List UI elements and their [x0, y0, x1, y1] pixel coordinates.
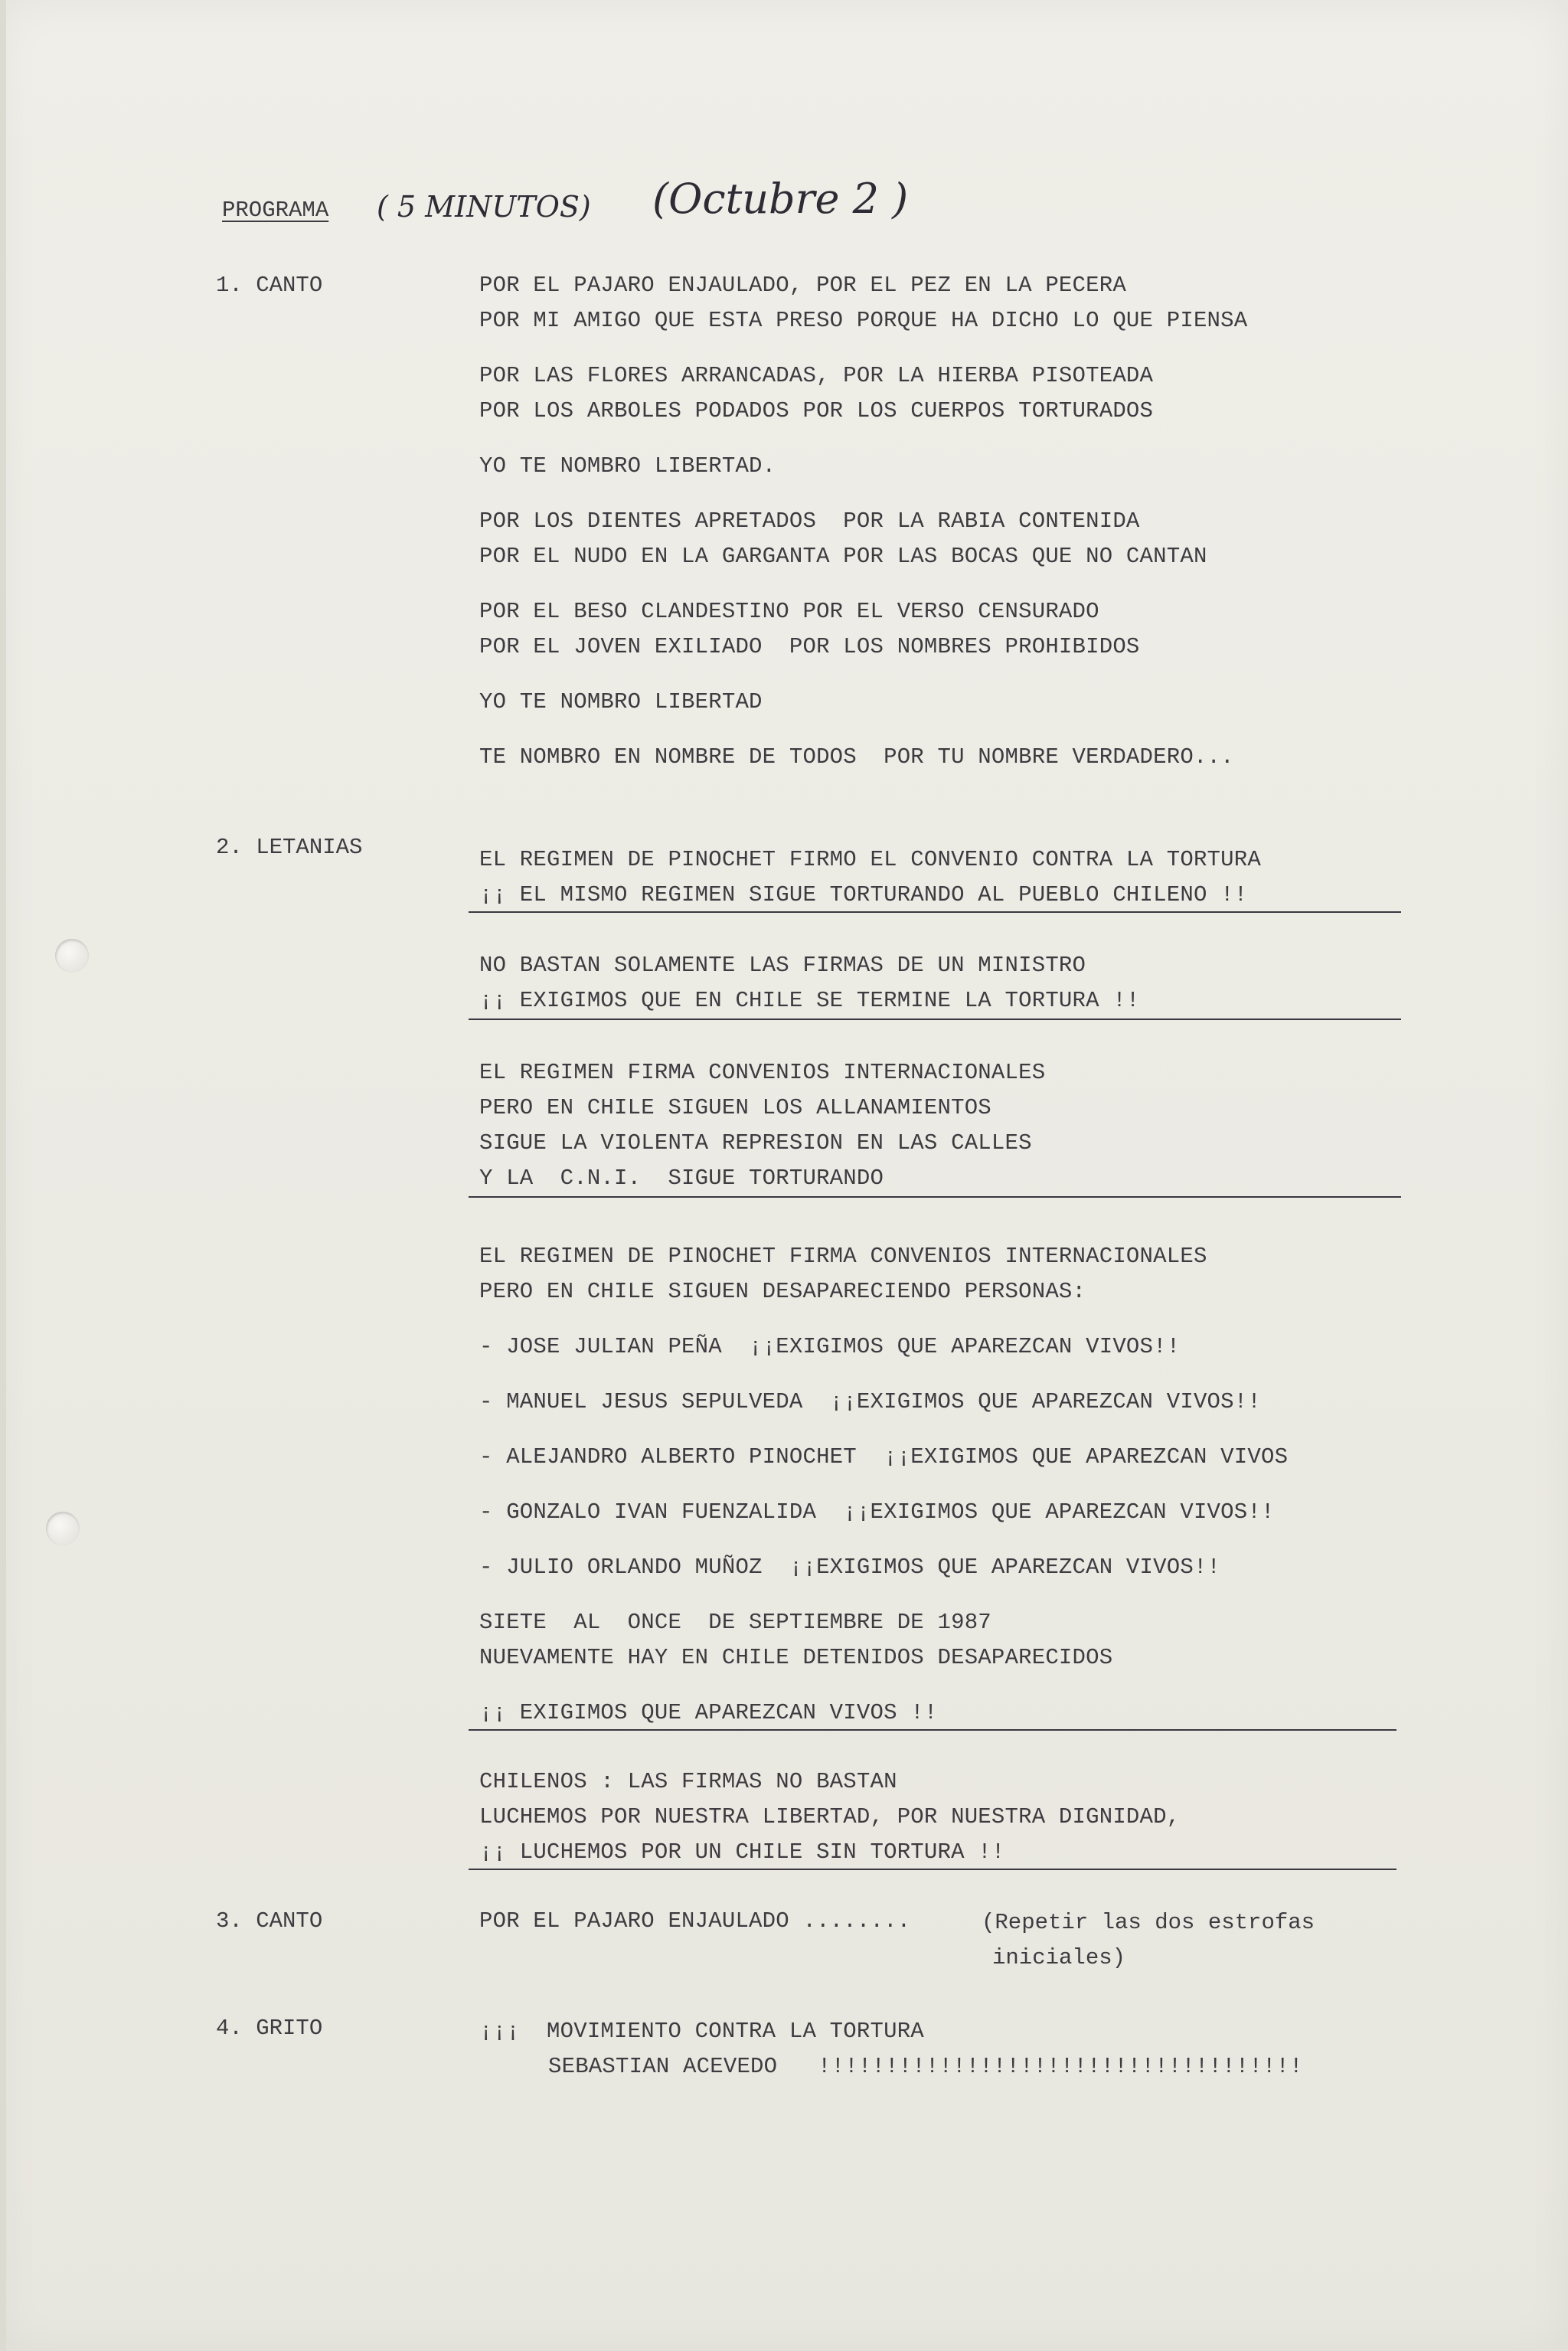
punch-hole-bottom	[46, 1512, 80, 1545]
grito-line: SEBASTIAN ACEVEDO !!!!!!!!!!!!!!!!!!!!!!!!!!!!!!!!!!!!	[548, 2054, 1303, 2079]
canto-line: POR EL BESO CLANDESTINO POR EL VERSO CENSURADO	[479, 599, 1099, 624]
letania-line: EL REGIMEN DE PINOCHET FIRMA CONVENIOS INTERNACIONALES	[479, 1244, 1207, 1269]
letania-line: NUEVAMENTE HAY EN CHILE DETENIDOS DESAPARECIDOS	[479, 1645, 1113, 1670]
repeat-note-line1: (Repetir las dos estrofas	[982, 1910, 1315, 1935]
canto-line: POR LOS ARBOLES PODADOS POR LOS CUERPOS TORTURADOS	[479, 398, 1154, 423]
underline-rule	[469, 1019, 1401, 1020]
canto-line: YO TE NOMBRO LIBERTAD	[479, 689, 763, 714]
canto-line: POR EL JOVEN EXILIADO POR LOS NOMBRES PROHIBIDOS	[479, 634, 1140, 659]
letania-line: - ALEJANDRO ALBERTO PINOCHET ¡¡EXIGIMOS QUE APAREZCAN VIVOS	[479, 1444, 1289, 1470]
letania-line: CHILENOS : LAS FIRMAS NO BASTAN	[479, 1769, 897, 1794]
letania-line: PERO EN CHILE SIGUEN LOS ALLANAMIENTOS	[479, 1095, 991, 1120]
letania-line: SIETE AL ONCE DE SEPTIEMBRE DE 1987	[479, 1610, 991, 1635]
letania-line: - JOSE JULIAN PEÑA ¡¡EXIGIMOS QUE APAREZCAN VIVOS!!	[479, 1334, 1181, 1359]
letania-line: PERO EN CHILE SIGUEN DESAPARECIENDO PERSONAS:	[479, 1279, 1086, 1304]
underline-rule	[469, 1729, 1396, 1731]
letania-line: Y LA C.N.I. SIGUE TORTURANDO	[479, 1166, 884, 1191]
repeat-note-line2: iniciales)	[992, 1945, 1126, 1970]
letania-line: - MANUEL JESUS SEPULVEDA ¡¡EXIGIMOS QUE APAREZCAN VIVOS!!	[479, 1389, 1261, 1414]
letania-line: LUCHEMOS POR NUESTRA LIBERTAD, POR NUESTRA DIGNIDAD,	[479, 1804, 1181, 1829]
handwritten-duration: ( 5 MINUTOS)	[377, 190, 591, 224]
punch-hole-top	[55, 939, 89, 973]
letania-line: SIGUE LA VIOLENTA REPRESION EN LAS CALLES	[479, 1130, 1032, 1156]
canto-line: POR LAS FLORES ARRANCADAS, POR LA HIERBA PISOTEADA	[479, 363, 1154, 388]
letania-line: NO BASTAN SOLAMENTE LAS FIRMAS DE UN MINISTRO	[479, 953, 1086, 978]
underline-rule	[469, 1869, 1396, 1870]
paper-left-edge	[0, 0, 6, 2351]
canto-line: POR EL PAJARO ENJAULADO, POR EL PEZ EN LA PECERA	[479, 273, 1126, 298]
handwritten-date: (Octubre 2 )	[652, 175, 909, 223]
section-number-letanias: 2. LETANIAS	[216, 835, 363, 860]
underline-rule	[469, 911, 1401, 913]
canto-line: POR EL NUDO EN LA GARGANTA POR LAS BOCAS QUE NO CANTAN	[479, 544, 1207, 569]
underline-rule	[469, 1196, 1401, 1198]
letania-line: EL REGIMEN DE PINOCHET FIRMO EL CONVENIO CONTRA LA TORTURA	[479, 847, 1261, 872]
canto-line: POR MI AMIGO QUE ESTA PRESO PORQUE HA DICHO LO QUE PIENSA	[479, 308, 1248, 333]
letania-line: - JULIO ORLANDO MUÑOZ ¡¡EXIGIMOS QUE APAREZCAN VIVOS!!	[479, 1555, 1221, 1580]
canto-line: POR LOS DIENTES APRETADOS POR LA RABIA CONTENIDA	[479, 508, 1140, 534]
canto-line: TE NOMBRO EN NOMBRE DE TODOS POR TU NOMBRE VERDADERO...	[479, 744, 1234, 770]
letania-line: - GONZALO IVAN FUENZALIDA ¡¡EXIGIMOS QUE APAREZCAN VIVOS!!	[479, 1499, 1275, 1525]
canto-repeat-line: POR EL PAJARO ENJAULADO ........	[479, 1908, 911, 1934]
section-number-canto-repeat: 3. CANTO	[216, 1908, 323, 1934]
letania-line: ¡¡ EXIGIMOS QUE APAREZCAN VIVOS !!	[479, 1700, 938, 1725]
section-number-grito: 4. GRITO	[216, 2016, 323, 2041]
canto-line: YO TE NOMBRO LIBERTAD.	[479, 453, 776, 479]
letania-line: EL REGIMEN FIRMA CONVENIOS INTERNACIONALES	[479, 1060, 1046, 1085]
section-number-canto: 1. CANTO	[216, 273, 323, 298]
letania-line: ¡¡ EXIGIMOS QUE EN CHILE SE TERMINE LA TORTURA !!	[479, 988, 1140, 1013]
letania-line: ¡¡ EL MISMO REGIMEN SIGUE TORTURANDO AL PUEBLO CHILENO !!	[479, 882, 1248, 907]
program-label: PROGRAMA	[222, 198, 329, 223]
grito-line: ¡¡¡ MOVIMIENTO CONTRA LA TORTURA	[479, 2019, 924, 2044]
letania-line: ¡¡ LUCHEMOS POR UN CHILE SIN TORTURA !!	[479, 1839, 1005, 1865]
